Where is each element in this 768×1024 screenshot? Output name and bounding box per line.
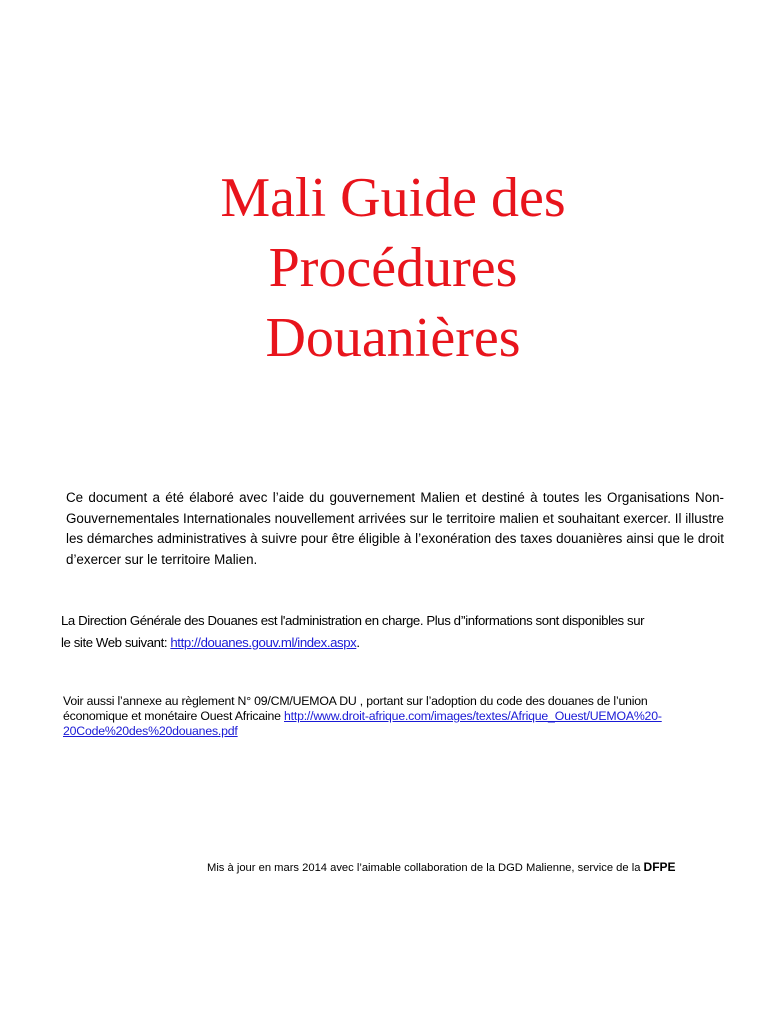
annex-line-1: Voir aussi l’annexe au règlement N° 09/CM/UEMOA DU , portant sur l’adoption du code des douanes de l’union <box>63 694 648 708</box>
document-title <box>0 163 768 373</box>
direction-line-1: La Direction Générale des Douanes est l'administration en charge. Plus d’'informations sont disponibles sur <box>61 613 645 628</box>
title-line-1: Mali Guide des <box>220 167 566 229</box>
annex-line-3 <box>63 724 743 739</box>
annex-paragraph <box>63 694 743 739</box>
annex-line-2 <box>63 709 743 724</box>
direction-line-2 <box>61 632 661 654</box>
update-note-text: Mis à jour en mars 2014 avec l’aimable collaboration de la DGD Malienne, service de la <box>207 862 644 874</box>
annex-line-2-prefix: économique et monétaire Ouest Africaine <box>63 709 284 723</box>
intro-text: Ce document a été élaboré avec l’aide du gouvernement Malien et destiné à toutes les Organisations Non-Gouvernementales Internationales nouvellement arrivées sur le territoire malien et souhaitant exercer. Il illustre les démarches administratives à suivre pour être éligible à l’exonération des taxes douanières ainsi que le droit d’exercer sur le territoire Malien. <box>66 490 724 567</box>
update-note <box>207 859 727 876</box>
update-note-service: DFPE <box>643 860 676 874</box>
uemoa-customs-code-link-part-1[interactable]: http://www.droit-afrique.com/images/textes/Afrique_Ouest/UEMOA%20- <box>284 709 662 723</box>
title-line-3: Douanières <box>265 307 521 369</box>
direction-paragraph <box>61 610 661 654</box>
direction-line-2-suffix: . <box>356 635 360 650</box>
direction-line-2-prefix: le site Web suivant: <box>61 635 171 650</box>
uemoa-customs-code-link-part-2[interactable]: 20Code%20des%20douanes.pdf <box>63 724 238 738</box>
douanes-website-link[interactable]: http://douanes.gouv.ml/index.aspx <box>170 635 357 650</box>
intro-paragraph <box>66 488 724 570</box>
title-line-2: Procédures <box>268 237 518 299</box>
